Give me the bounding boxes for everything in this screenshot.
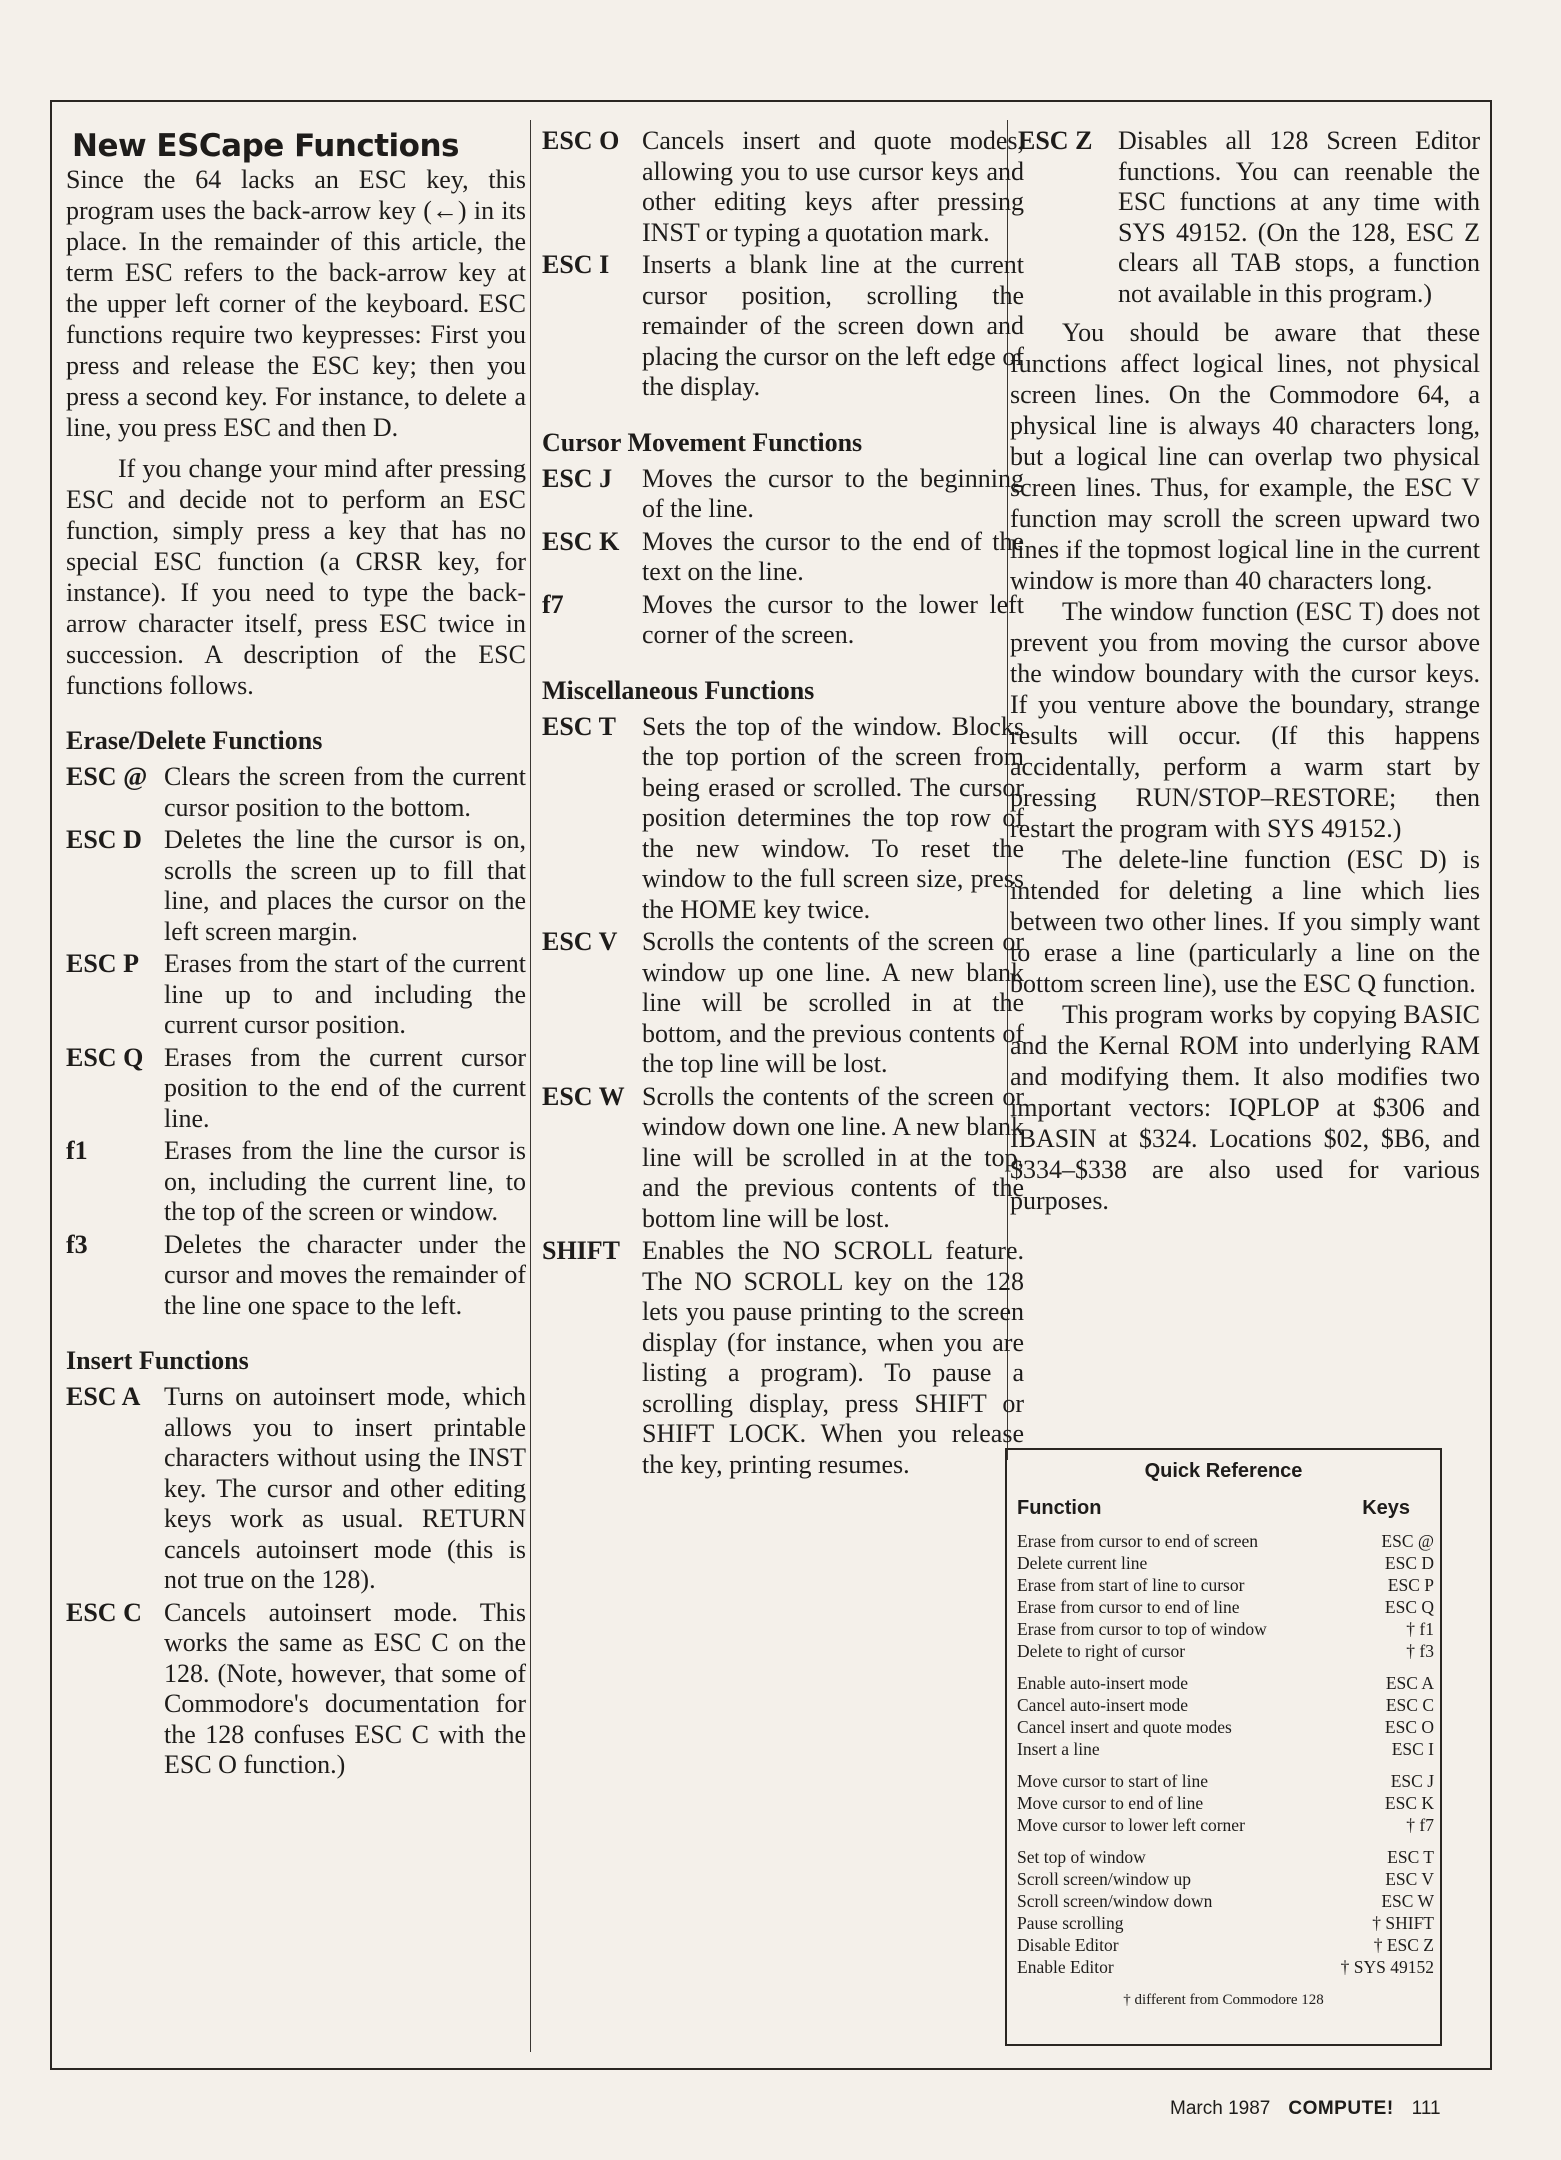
page-number: 111 [1411, 2098, 1441, 2119]
qr-key: † SYS 49152 [1340, 1957, 1434, 1977]
body-paragraph: You should be aware that these functions affect logical lines, not physical screen lines. On the Commodore 64, a physical line is always 40 characters long, but a logical line can overlap two physical screen lines. Thus, for example, the ESC V function may scroll the screen upward two lines if the topmost logical line in the current window is more than 40 characters long. [1010, 318, 1480, 595]
misc-list [542, 712, 1024, 1481]
body-paragraph: This program works by copying BASIC and the Kernal ROM into underlying RAM and modifying them. It also modifies two important vectors: IQPLOP at $306 and IBASIN at $324. Locations $02, $B6, and $334–$338 are also used for various purposes. [1010, 1000, 1480, 1215]
function-entry [542, 464, 1024, 525]
body-paragraph: The delete-line function (ESC D) is intended for deleting a line which lies between two other lines. If you simply want to erase a line (particularly a line on the bottom screen line), use the ESC Q function. [1010, 845, 1480, 998]
qr-function: Move cursor to start of line [1017, 1771, 1208, 1791]
intro-paragraph: If you change your mind after pressing ESC and decide not to perform an ESC function, simply press a key that has no special ESC function (a CRSR key, for instance). If you need to type the back-arrow character itself, press ESC twice in succession. A description of the ESC functions follows. [66, 454, 526, 700]
qr-function: Erase from cursor to top of window [1017, 1619, 1267, 1639]
function-entry [542, 126, 1024, 248]
function-desc: Scrolls the contents of the screen or window up one line. A new blank line will be scrolled in at the bottom, and the previous contents of the top line will be lost. [642, 927, 1024, 1078]
qr-function: Erase from cursor to end of line [1017, 1597, 1240, 1617]
quick-reference-row [1017, 1956, 1434, 1978]
qr-key: ESC @ [1381, 1531, 1434, 1551]
misc-list-continued [1010, 126, 1480, 309]
quick-reference-footnote: † different from Commodore 128 [1123, 1992, 1324, 2008]
qr-key: † f3 [1406, 1641, 1434, 1661]
quick-reference-title: Quick Reference [1144, 1460, 1303, 1482]
quick-reference-group [1007, 1530, 1440, 1662]
quick-reference-row [1017, 1912, 1434, 1934]
function-entry [66, 825, 526, 947]
qr-key: ESC J [1390, 1771, 1434, 1791]
qr-key: ESC Q [1384, 1597, 1434, 1617]
quick-reference-row [1017, 1618, 1434, 1640]
function-key: SHIFT [542, 1236, 621, 1265]
function-desc: Scrolls the contents of the screen or window down one line. A new blank line will be scrolled in at the top, and the previous contents of the bottom line will be lost. [642, 1081, 1024, 1233]
section-heading-misc: Miscellaneous Functions [542, 675, 815, 705]
qr-key: ESC V [1385, 1869, 1434, 1889]
qr-key: ESC O [1384, 1717, 1434, 1737]
function-entry [542, 527, 1024, 588]
column-2 [542, 124, 1024, 2054]
quick-reference-row [1017, 1552, 1434, 1574]
qr-function: Cancel insert and quote modes [1017, 1717, 1232, 1737]
function-desc: Moves the cursor to the lower left corner of the screen. [642, 589, 1024, 649]
column-3 [1010, 124, 1480, 1454]
quick-reference-row [1017, 1716, 1434, 1738]
function-column-header: Function [1017, 1497, 1102, 1519]
qr-function: Erase from cursor to end of screen [1017, 1531, 1259, 1551]
qr-key: ESC T [1387, 1847, 1434, 1867]
qr-key: ESC P [1387, 1575, 1434, 1595]
keys-column-header: Keys [1362, 1497, 1410, 1519]
qr-function: Disable Editor [1017, 1935, 1119, 1955]
section-heading-insert: Insert Functions [66, 1346, 249, 1375]
page-footer [1170, 2098, 1500, 2120]
insert-list [66, 1382, 526, 1781]
function-entry [66, 1598, 526, 1781]
quick-reference-row [1017, 1934, 1434, 1956]
quick-reference-group [1007, 1846, 1440, 1978]
function-key: ESC J [542, 463, 613, 493]
quick-reference-row [1017, 1574, 1434, 1596]
intro-paragraph: Since the 64 lacks an ESC key, this program uses the back-arrow key (←) in its place. In the remainder of this article, the term ESC refers to the back-arrow key at the upper left corner of the keyboard. ESC functions require two keypresses: First you press and release the ESC key; then you press a second key. For instance, to delete a line, you press ESC and then D. [66, 165, 526, 442]
article-title: New ESCape Functions [72, 128, 459, 164]
function-key: ESC O [542, 126, 620, 155]
qr-function: Erase from start of line to cursor [1017, 1575, 1245, 1595]
quick-reference-row [1017, 1846, 1434, 1868]
function-desc: Moves the cursor to the beginning of the line. [642, 463, 1024, 523]
qr-key: ESC A [1385, 1673, 1434, 1693]
function-entry [542, 1236, 1024, 1480]
function-entry [542, 590, 1024, 651]
column-1 [66, 124, 526, 2054]
qr-key: † f1 [1406, 1619, 1434, 1639]
qr-function: Insert a line [1017, 1739, 1100, 1759]
function-desc: Inserts a blank line at the current cursor position, scrolling the remainder of the screen down and placing the cursor on the left edge of the display. [642, 250, 1024, 401]
qr-function: Move cursor to end of line [1017, 1793, 1204, 1813]
function-entry [66, 762, 526, 823]
qr-function: Enable Editor [1017, 1957, 1114, 1977]
function-desc: Sets the top of the window. Blocks the top portion of the screen from being erased or scrolled. The cursor position determines the top row of the new window. To reset the window to the full screen size, press the HOME key twice. [642, 711, 1024, 924]
function-key: ESC Q [66, 1042, 144, 1072]
function-desc: Cancels autoinsert mode. This works the same as ESC C on the 128. (Note, however, that some of Commodore's documentation for the 128 confuses ESC C with the ESC O function.) [164, 1597, 526, 1779]
qr-key: ESC C [1385, 1695, 1434, 1715]
qr-function: Move cursor to lower left corner [1017, 1815, 1245, 1835]
magazine-name: COMPUTE! [1288, 2098, 1394, 2119]
function-entry [66, 1043, 526, 1135]
function-desc: Turns on autoinsert mode, which allows you to insert printable characters without using the INST key. The cursor and other editing keys work as usual. RETURN cancels autoinsert mode (this is not true on the 128). [164, 1382, 526, 1594]
function-key: ESC K [542, 526, 620, 556]
cursor-list [542, 464, 1024, 651]
qr-key: ESC W [1381, 1891, 1434, 1911]
function-entry [66, 1230, 526, 1322]
quick-reference-row [1017, 1792, 1434, 1814]
qr-key: ESC I [1391, 1739, 1434, 1759]
function-entry [66, 949, 526, 1041]
qr-key: ESC D [1384, 1553, 1434, 1573]
qr-function: Delete current line [1017, 1553, 1148, 1573]
function-desc: Enables the NO SCROLL feature. The NO SCROLL key on the 128 lets you pause printing to the screen display (for instance, when you are listing a program). To pause a scrolling display, press SHIFT or SHIFT LOCK. When you release the key, printing resumes. [642, 1236, 1024, 1479]
function-entry [542, 927, 1024, 1080]
function-key: ESC D [66, 825, 142, 854]
insert-list-continued [542, 126, 1024, 403]
function-key: f3 [66, 1229, 88, 1259]
function-key: ESC Z [1018, 126, 1093, 155]
function-desc: Disables all 128 Screen Editor functions. You can reenable the ESC functions at any time with SYS 49152. (On the 128, ESC Z clears all TAB stops, a function not available in this program.) [1118, 126, 1480, 308]
quick-reference-group [1007, 1770, 1440, 1836]
qr-key: † SHIFT [1372, 1913, 1434, 1933]
column-rule [530, 120, 531, 2052]
function-entry [66, 1382, 526, 1596]
quick-reference-row [1017, 1694, 1434, 1716]
function-entry [542, 712, 1024, 926]
quick-reference-group [1007, 1672, 1440, 1760]
function-desc: Clears the screen from the current cursor position to the bottom. [164, 762, 526, 822]
function-key: ESC C [66, 1597, 142, 1627]
quick-reference-row [1017, 1738, 1434, 1760]
qr-function: Set top of window [1017, 1847, 1146, 1867]
quick-reference-row [1017, 1814, 1434, 1836]
quick-reference-row [1017, 1868, 1434, 1890]
qr-function: Cancel auto-insert mode [1017, 1695, 1189, 1715]
qr-function: Delete to right of cursor [1017, 1641, 1186, 1661]
quick-reference-row [1017, 1672, 1434, 1694]
function-key: ESC @ [66, 762, 148, 791]
function-key: ESC T [542, 711, 616, 741]
function-desc: Moves the cursor to the end of the text on the line. [642, 526, 1024, 586]
function-key: f7 [542, 589, 564, 619]
qr-function: Enable auto-insert mode [1017, 1673, 1189, 1693]
quick-reference-row [1017, 1530, 1434, 1552]
qr-function: Scroll screen/window down [1017, 1891, 1213, 1911]
quick-reference-header [1007, 1497, 1440, 1520]
function-desc: Deletes the line the cursor is on, scrolls the screen up to fill that line, and places the cursor on the left screen margin. [164, 825, 526, 946]
qr-function: Scroll screen/window up [1017, 1869, 1191, 1889]
function-key: ESC A [66, 1382, 141, 1411]
qr-key: † f7 [1406, 1815, 1434, 1835]
function-desc: Erases from the current cursor position to the end of the current line. [164, 1042, 526, 1133]
qr-function: Pause scrolling [1017, 1913, 1124, 1933]
function-key: f1 [66, 1136, 88, 1165]
quick-reference-box [1005, 1448, 1442, 2046]
function-key: ESC I [542, 250, 610, 279]
function-entry [66, 1136, 526, 1228]
quick-reference-row [1017, 1890, 1434, 1912]
function-desc: Cancels insert and quote modes, allowing you to use cursor keys and other editing keys after pressing INST or typing a quotation mark. [642, 126, 1024, 247]
quick-reference-row [1017, 1640, 1434, 1662]
function-entry [542, 250, 1024, 403]
function-desc: Erases from the start of the current line up to and including the current cursor position. [164, 949, 526, 1039]
function-entry [542, 1082, 1024, 1235]
quick-reference-row [1017, 1770, 1434, 1792]
section-heading-cursor: Cursor Movement Functions [542, 427, 863, 457]
function-key: ESC P [66, 949, 139, 978]
function-desc: Erases from the line the cursor is on, including the current line, to the top of the screen or window. [164, 1136, 526, 1226]
issue-date: March 1987 [1170, 2098, 1271, 2119]
function-key: ESC W [542, 1081, 625, 1111]
function-key: ESC V [542, 927, 618, 956]
erase-list [66, 762, 526, 1321]
quick-reference-row [1017, 1596, 1434, 1618]
function-entry [1018, 126, 1480, 309]
section-heading-erase: Erase/Delete Functions [66, 726, 323, 755]
qr-key: ESC K [1384, 1793, 1434, 1813]
qr-key: † ESC Z [1373, 1935, 1434, 1955]
body-paragraph: The window function (ESC T) does not prevent you from moving the cursor above the window boundary with the cursor keys. If you venture above the boundary, strange results will occur. (If this happens accidentally, perform a warm start by pressing RUN/STOP–RESTORE; then restart the program with SYS 49152.) [1010, 597, 1480, 843]
function-desc: Deletes the character under the cursor and moves the remainder of the line one space to the left. [164, 1229, 526, 1320]
